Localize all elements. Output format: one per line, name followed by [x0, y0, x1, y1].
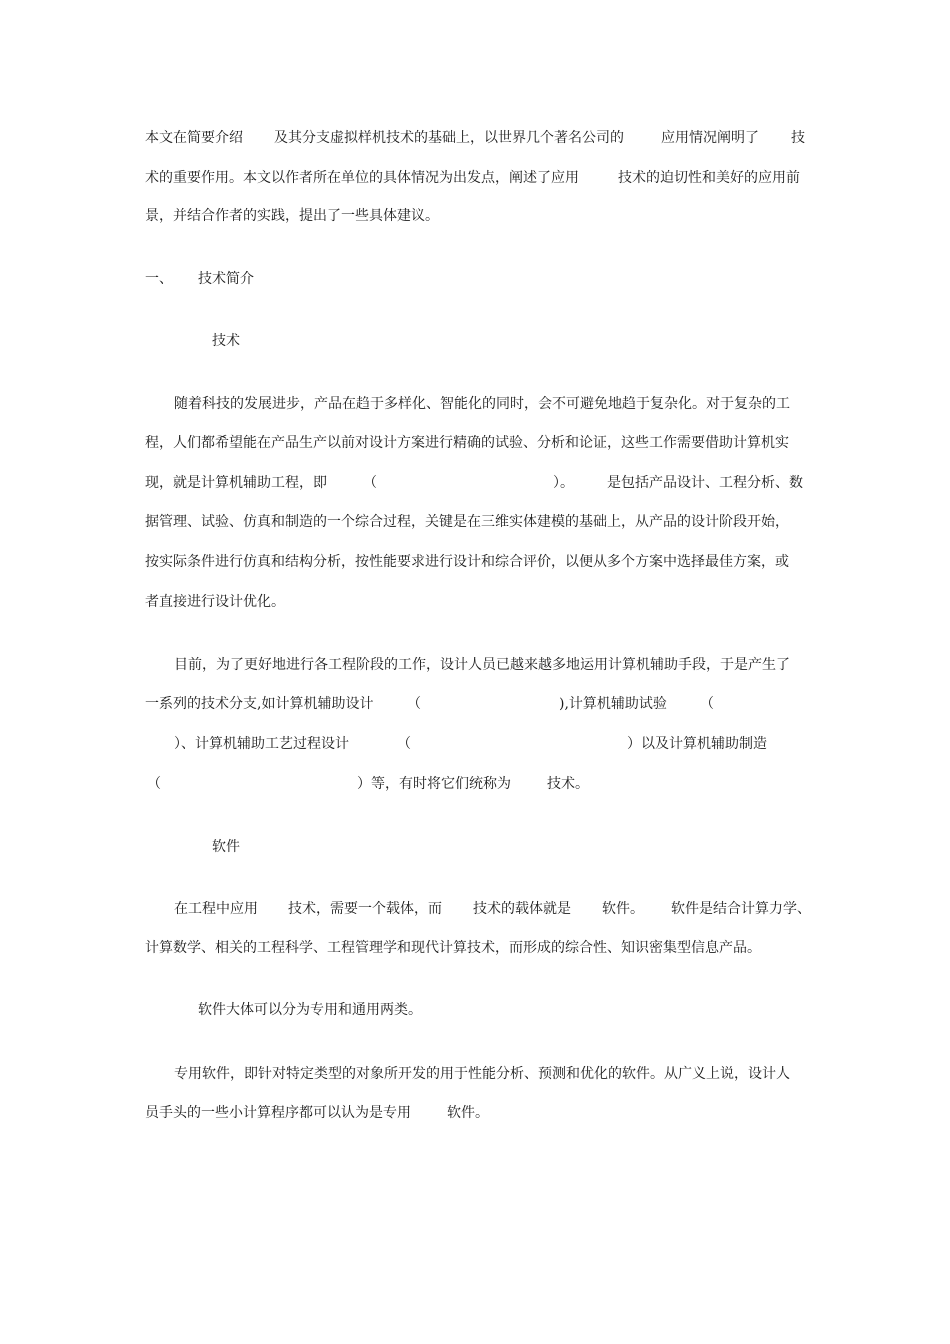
- para1-line-6: 者直接进行设计优化。: [145, 594, 285, 610]
- para3-line-1-part-1: 在工程中应用: [174, 901, 258, 917]
- intro-line-1-part-3: 应用情况阐明了: [661, 130, 759, 146]
- para3-line-2: 计算数学、相关的工程科学、工程管理学和现代计算技术，而形成的综合性、知识密集型信息产品。: [145, 940, 761, 956]
- para1-line-3-part-1: 现，就是计算机辅助工程，即: [145, 475, 327, 491]
- intro-line-1-part-4: 技: [791, 130, 805, 146]
- para2-line-3-part-2: （: [397, 736, 411, 752]
- subsection-title-technology: 技术: [212, 333, 240, 349]
- para2-line-4-part-1: （: [147, 776, 161, 792]
- para5-line-1: 专用软件，即针对特定类型的对象所开发的用于性能分析、预测和优化的软件。从广义上说，设计人: [174, 1066, 790, 1082]
- para4-line-1: 软件大体可以分为专用和通用两类。: [198, 1002, 422, 1018]
- para1-line-3-part-4: 是包括产品设计、工程分析、数: [607, 475, 803, 491]
- para3-line-1-part-5: 软件是结合计算力学、: [671, 901, 811, 917]
- para1-line-5: 按实际条件进行仿真和结构分析，按性能要求进行设计和综合评价，以便从多个方案中选择最佳方案，或: [145, 554, 789, 570]
- intro-line-2-part-2: 技术的迫切性和美好的应用前: [618, 170, 800, 186]
- section-number: 一、: [145, 271, 173, 287]
- para2-line-3-part-1: ）、计算机辅助工艺过程设计: [174, 736, 349, 752]
- intro-line-2-part-1: 术的重要作用。本文以作者所在单位的具体情况为出发点，阐述了应用: [145, 170, 579, 186]
- intro-line-1-part-1: 本文在简要介绍: [145, 130, 243, 146]
- intro-line-3: 景，并结合作者的实践，提出了一些具体建议。: [145, 208, 439, 224]
- para2-line-1: 目前，为了更好地进行各工程阶段的工作，设计人员已越来越多地运用计算机辅助手段，于是产生了: [174, 657, 790, 673]
- para1-line-2: 程，人们都希望能在产品生产以前对设计方案进行精确的试验、分析和论证，这些工作需要借助计算机实: [145, 435, 789, 451]
- subsection-title-software: 软件: [212, 839, 240, 855]
- para3-line-1-part-4: 软件。: [602, 901, 644, 917]
- para2-line-3-part-3: ）以及计算机辅助制造: [627, 736, 767, 752]
- para2-line-2-part-3: ),计算机辅助试验: [559, 696, 667, 712]
- para1-line-4: 据管理、试验、仿真和制造的一个综合过程，关键是在三维实体建模的基础上，从产品的设计阶段开始，: [145, 514, 789, 530]
- para1-line-1: 随着科技的发展进步，产品在趋于多样化、智能化的同时，会不可避免地趋于复杂化。对于复杂的工: [174, 396, 790, 412]
- para2-line-4-part-3: 技术。: [547, 776, 589, 792]
- para5-line-2-part-1: 员手头的一些小计算程序都可以认为是专用: [145, 1105, 411, 1121]
- para2-line-2-part-4: （: [700, 696, 714, 712]
- para2-line-2-part-1: 一系列的技术分支,如计算机辅助设计: [145, 696, 374, 712]
- para5-line-2-part-2: 软件。: [447, 1105, 489, 1121]
- para3-line-1-part-2: 技术，需要一个载体，而: [288, 901, 442, 917]
- para3-line-1-part-3: 技术的载体就是: [473, 901, 571, 917]
- para2-line-4-part-2: ）等，有时将它们统称为: [357, 776, 511, 792]
- para2-line-2-part-2: （: [407, 696, 421, 712]
- para1-line-3-part-2: （: [363, 475, 377, 491]
- intro-line-1-part-2: 及其分支虚拟样机技术的基础上，以世界几个著名公司的: [274, 130, 624, 146]
- section-title: 技术简介: [198, 271, 254, 287]
- para1-line-3-part-3: ）。: [553, 475, 574, 491]
